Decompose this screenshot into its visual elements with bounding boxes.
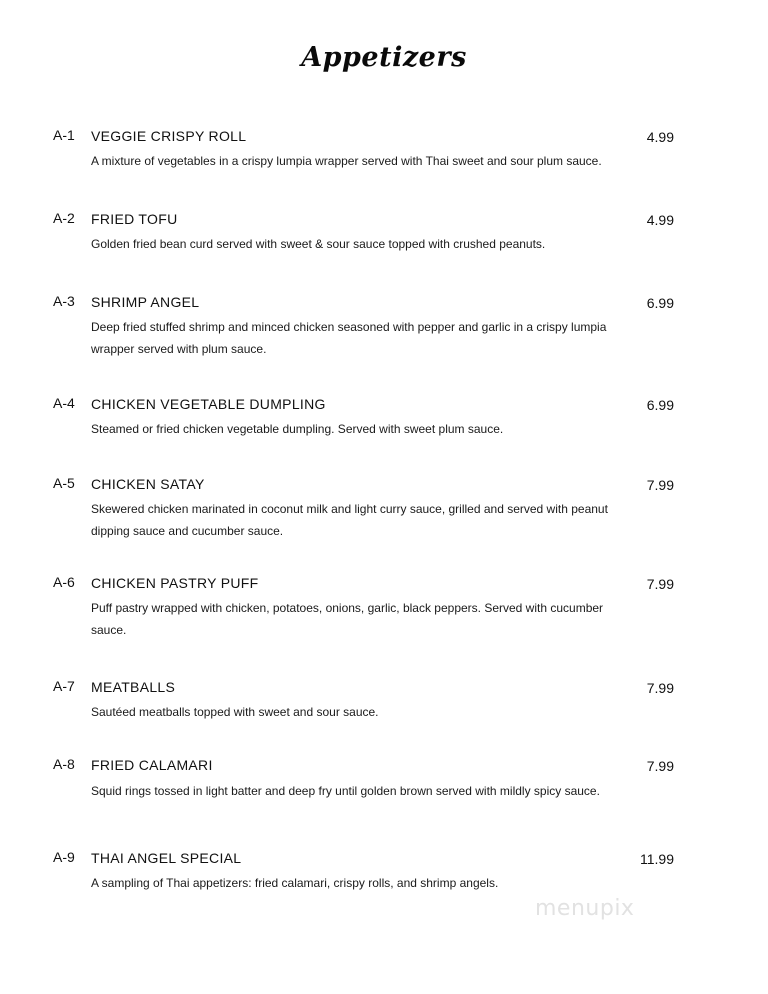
item-price: 7.99 — [646, 477, 674, 493]
page-title: Appetizers — [301, 42, 467, 73]
item-code: A-6 — [53, 574, 75, 590]
item-price: 7.99 — [646, 680, 674, 696]
item-price: 4.99 — [646, 129, 674, 145]
item-description: Puff pastry wrapped with chicken, potatoes, onions, garlic, black peppers. Served with cucumber sauce. — [91, 601, 604, 637]
item-description: Steamed or fried chicken vegetable dumpling. Served with sweet plum sauce. — [91, 422, 504, 436]
item-name: MEATBALLS — [91, 679, 176, 695]
item-name: FRIED CALAMARI — [91, 757, 213, 773]
item-code: A-2 — [53, 210, 75, 226]
item-description: Squid rings tossed in light batter and deep fry until golden brown served with mildly spicy sauce. — [91, 784, 600, 798]
item-price: 4.99 — [646, 212, 674, 228]
item-price: 11.99 — [640, 851, 674, 867]
item-name: CHICKEN PASTRY PUFF — [91, 575, 259, 591]
item-description: Golden fried bean curd served with sweet & sour sauce topped with crushed peanuts. — [91, 237, 546, 251]
item-code: A-5 — [53, 475, 75, 491]
item-name: SHRIMP ANGEL — [91, 294, 200, 310]
item-name: VEGGIE CRISPY ROLL — [91, 128, 247, 144]
item-description: Deep fried stuffed shrimp and minced chicken seasoned with pepper and garlic in a crispy lumpia wrapper served with plum sauce. — [91, 320, 607, 356]
item-code: A-1 — [53, 127, 75, 143]
item-description: A sampling of Thai appetizers: fried calamari, crispy rolls, and shrimp angels. — [91, 876, 499, 890]
item-code: A-7 — [53, 678, 75, 694]
item-name: CHICKEN VEGETABLE DUMPLING — [91, 396, 326, 412]
item-code: A-8 — [53, 756, 75, 772]
item-price: 6.99 — [646, 295, 674, 311]
item-description: Skewered chicken marinated in coconut milk and light curry sauce, grilled and served with peanut dipping sauce and cucumber sauce. — [91, 502, 608, 538]
menupix-watermark: menupix — [535, 896, 635, 921]
item-price: 6.99 — [646, 397, 674, 413]
item-price: 7.99 — [646, 758, 674, 774]
item-name: THAI ANGEL SPECIAL — [91, 850, 242, 866]
item-code: A-3 — [53, 293, 75, 309]
item-name: FRIED TOFU — [91, 211, 178, 227]
item-description: Sautéed meatballs topped with sweet and sour sauce. — [91, 705, 379, 719]
item-name: CHICKEN SATAY — [91, 476, 205, 492]
item-description: A mixture of vegetables in a crispy lumpia wrapper served with Thai sweet and sour plum sauce. — [91, 154, 602, 168]
item-code: A-4 — [53, 395, 75, 411]
item-code: A-9 — [53, 849, 75, 865]
item-price: 7.99 — [646, 576, 674, 592]
